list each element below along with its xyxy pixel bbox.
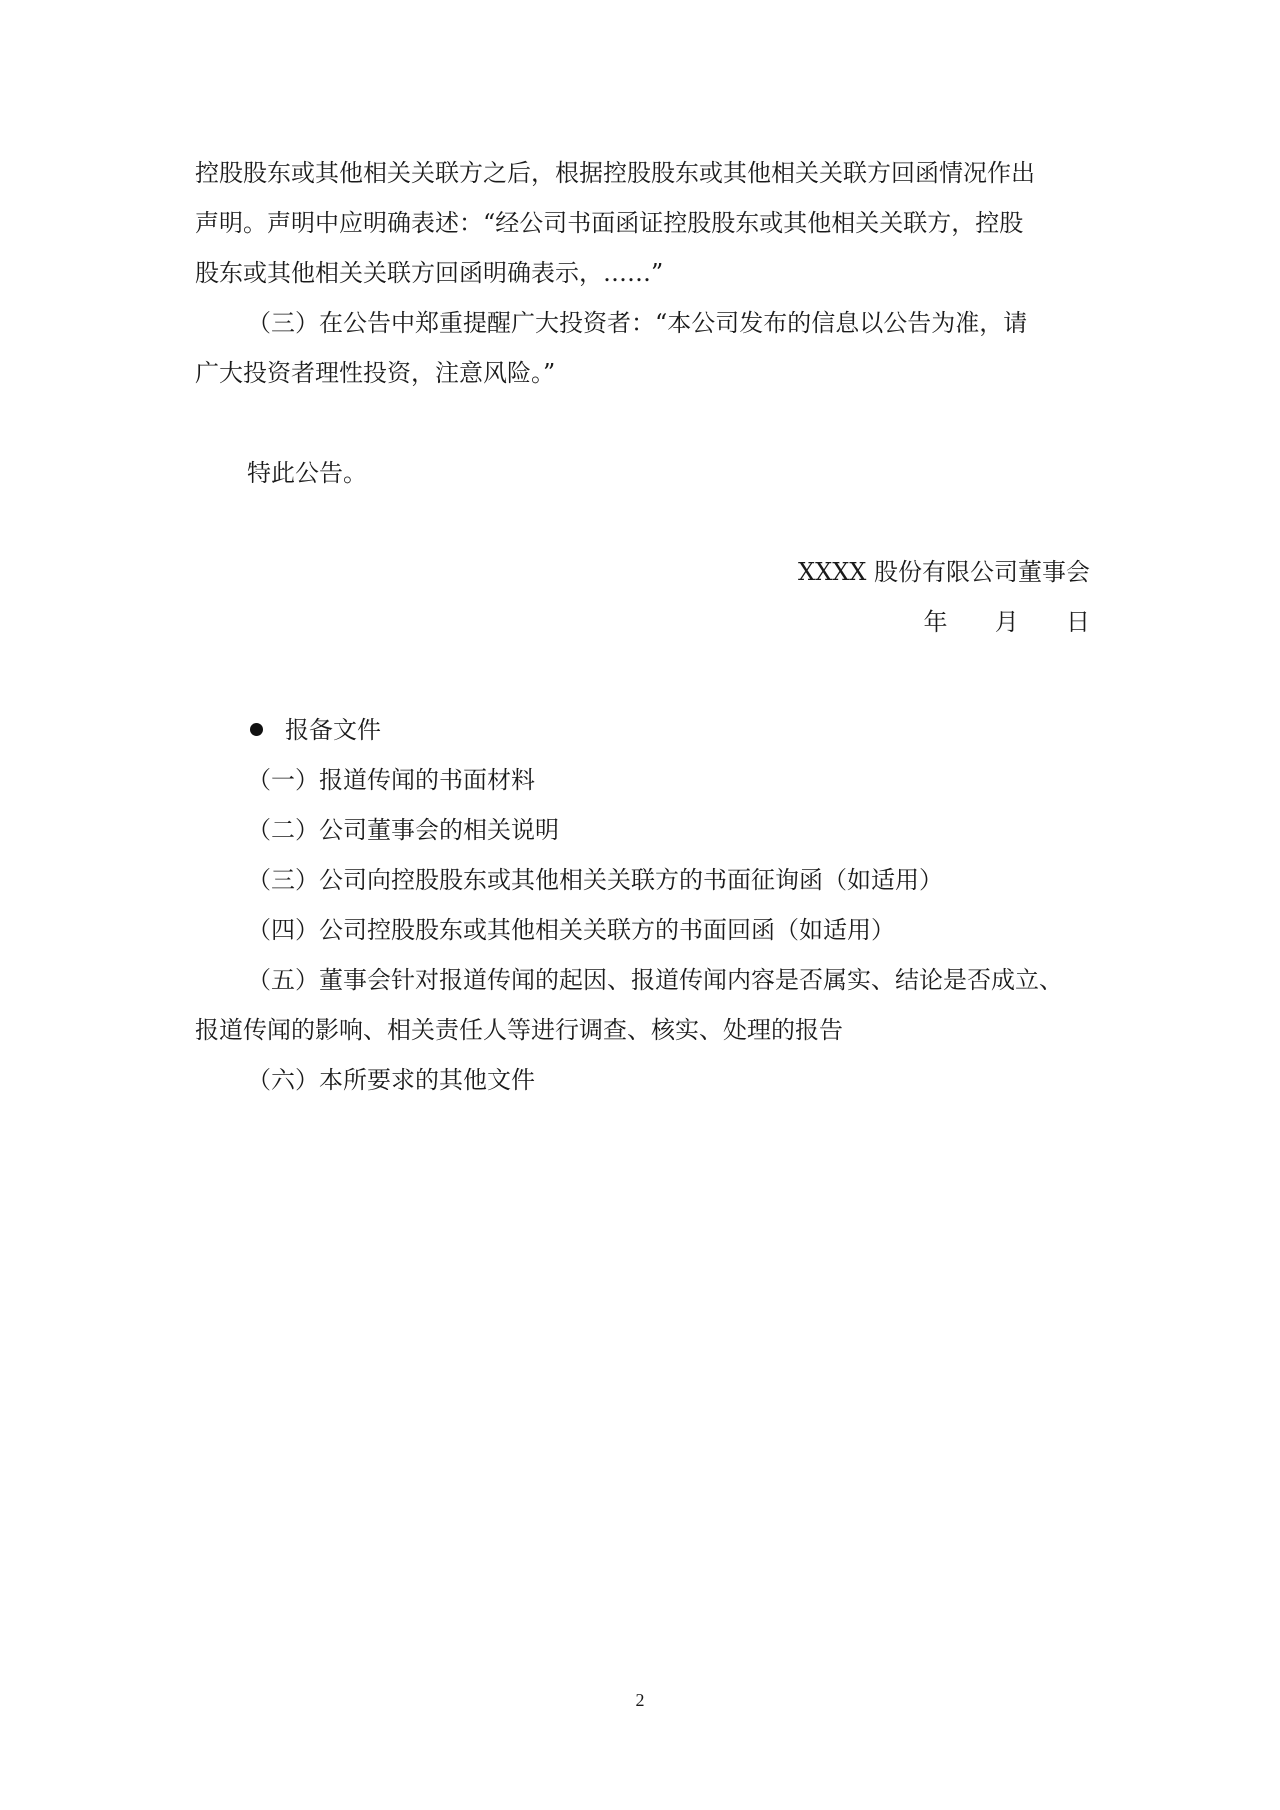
- filing-item-3: （三）公司向控股股东或其他相关关联方的书面征询函（如适用）: [247, 866, 943, 894]
- date-month: 月: [994, 608, 1019, 636]
- body-line-5: 广大投资者理性投资，注意风险。”: [195, 359, 556, 387]
- filing-item-5-cont: 报道传闻的影响、相关责任人等进行调查、核实、处理的报告: [195, 1016, 843, 1044]
- filing-item-2: （二）公司董事会的相关说明: [247, 816, 559, 844]
- signature-company: XXXX 股份有限公司董事会: [798, 558, 1090, 586]
- filings-heading: [250, 715, 381, 745]
- date-year: 年: [923, 608, 948, 636]
- closing-remark: 特此公告。: [247, 459, 367, 487]
- body-line-3: 股东或其他相关关联方回函明确表示，……”: [195, 259, 664, 287]
- body-line-2: 声明。声明中应明确表述：“经公司书面函证控股股东或其他相关关联方，控股: [195, 209, 1024, 237]
- bullet-icon: [250, 723, 263, 736]
- filing-item-5: （五）董事会针对报道传闻的起因、报道传闻内容是否属实、结论是否成立、: [247, 966, 1063, 994]
- filings-heading-text: 报备文件: [285, 716, 381, 744]
- body-line-1: 控股股东或其他相关关联方之后，根据控股股东或其他相关关联方回函情况作出: [195, 159, 1035, 187]
- date-day: 日: [1066, 608, 1090, 636]
- filing-item-4: （四）公司控股股东或其他相关关联方的书面回函（如适用）: [247, 916, 895, 944]
- signature-date: [923, 607, 1090, 637]
- filing-item-1: （一）报道传闻的书面材料: [247, 766, 535, 794]
- page-number: 2: [635, 1690, 645, 1710]
- body-line-4: （三）在公告中郑重提醒广大投资者：“本公司发布的信息以公告为准，请: [247, 309, 1028, 337]
- filing-item-6: （六）本所要求的其他文件: [247, 1066, 535, 1094]
